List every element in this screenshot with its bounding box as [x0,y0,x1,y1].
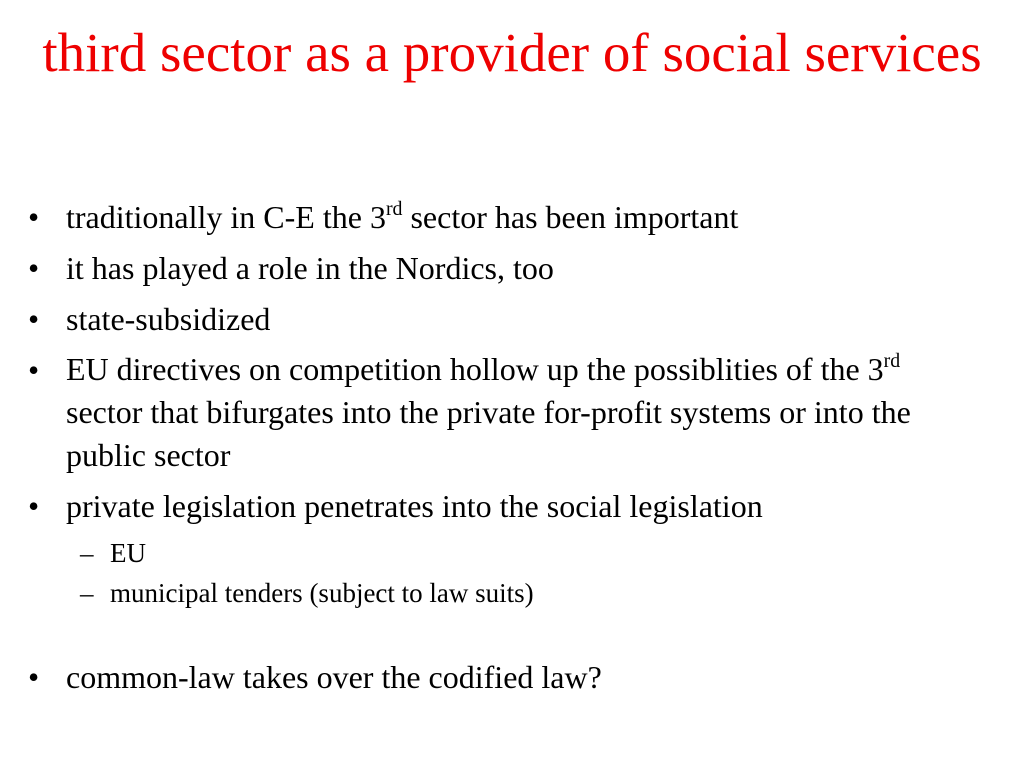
bullet-text: EU directives on competition hollow up the possiblities of the 3rd sector that bifurgates into the private for-profit systems or into the public sector [66,350,911,473]
bullet-item [0,195,1024,239]
bullet-item [0,246,1024,290]
sub-bullet-item [0,535,1024,571]
bullet-icon: • [28,199,40,235]
bullet-icon: • [28,352,40,388]
bullet-icon: • [28,659,40,695]
dash-icon: – [80,578,94,608]
ordinal-suffix: rd [883,350,901,373]
bullet-text: it has played a role in the Nordics, too [66,250,554,286]
bullet-icon: • [28,250,40,286]
bullet-item [0,297,1024,341]
bullet-icon: • [28,301,40,337]
bullet-icon: • [28,488,40,524]
bullet-item [0,655,1024,699]
bullet-text: private legislation penetrates into the social legislation [66,488,763,524]
bullet-item [0,484,1024,528]
list-spacer [0,615,1024,655]
ordinal-suffix: rd [385,198,403,221]
sub-bullet-text: municipal tenders (subject to law suits) [110,578,534,608]
slide-title: third sector as a provider of social services [42,22,982,83]
bullet-text: common-law takes over the codified law? [66,659,602,695]
dash-icon: – [80,538,94,568]
bullet-item [0,348,1024,477]
bullet-text: traditionally in C-E the 3rd sector has been important [66,198,739,235]
bullet-list [0,195,1024,706]
sub-bullet-item [0,575,1024,611]
sub-bullet-text: EU [110,538,146,568]
bullet-text: state-subsidized [66,301,271,337]
